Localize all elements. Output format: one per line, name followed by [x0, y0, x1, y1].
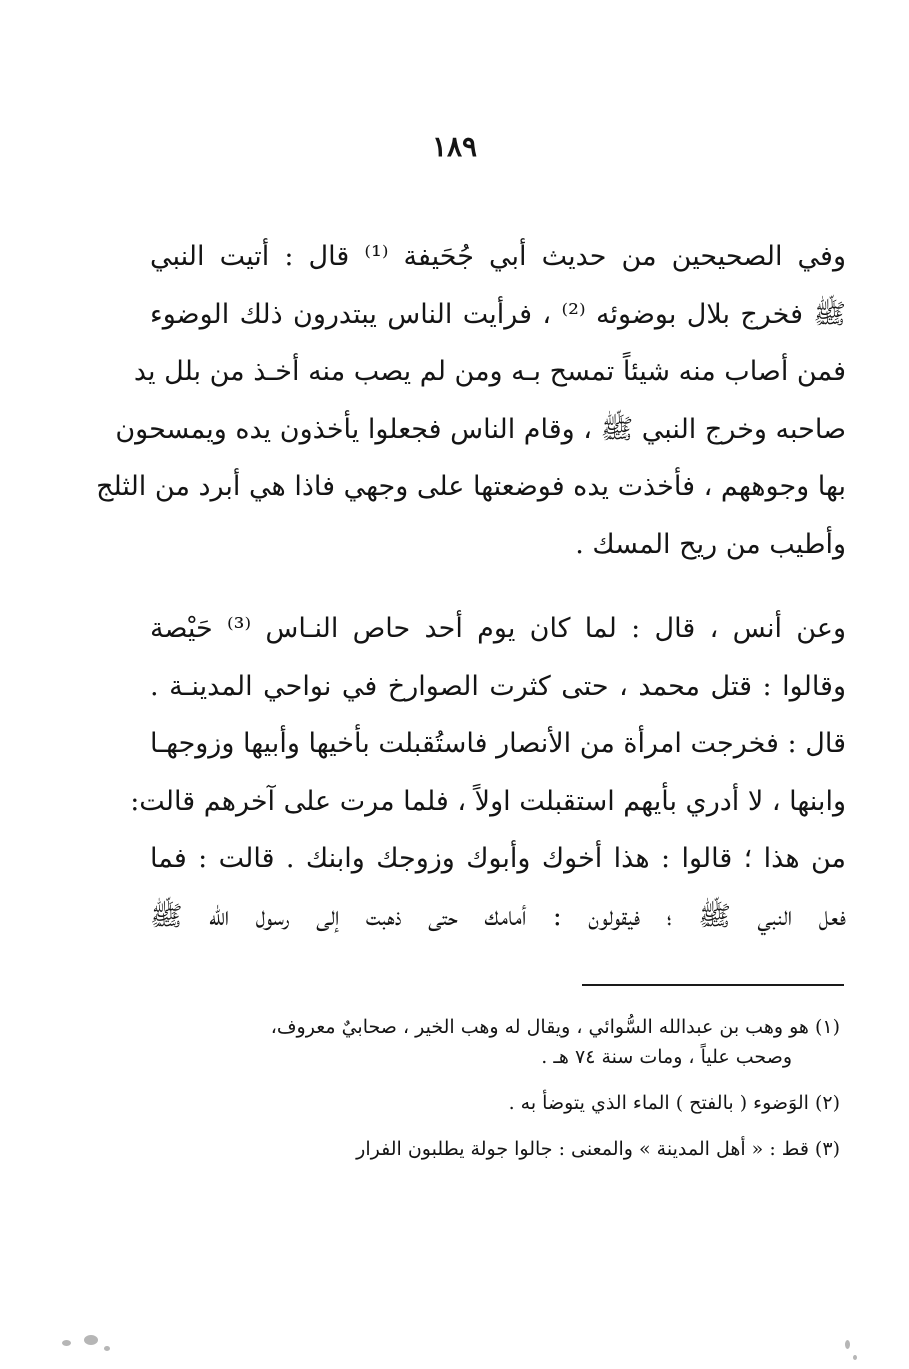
text-line: وفي الصحيحين من حديث أبي جُحَيفة ⁽¹⁾ قال : أتيت النبي — [150, 241, 847, 272]
footnote-line: (٣) قط : « أهل المدينة » والمعنى : جالوا جولة يطلبون الفرار — [356, 1138, 840, 1160]
scan-speck — [104, 1346, 110, 1351]
scan-speck — [853, 1355, 857, 1360]
footnote-line: (٢) الوَضوء ( بالفتح ) الماء الذي يتوضأ به . — [508, 1092, 840, 1114]
footnote-3 — [150, 1134, 840, 1164]
text-line: قال : فخرجت امرأة من الأنصار فاستُقبلت بأخيها وأبيها وزوجهـا — [150, 728, 846, 759]
scan-speck — [84, 1335, 98, 1345]
text-line: فمن أصاب منه شيئاً تمسح بـه ومن لم يصب منه أخـذ من بلل يد — [133, 356, 846, 387]
text-line: من هذا ؛ قالوا : هذا أخوك وأبوك وزوجك وابنك . قالت : فما — [150, 843, 846, 874]
scan-speck — [845, 1340, 850, 1349]
paragraph-1 — [96, 228, 847, 573]
text-line: صاحبه وخرج النبي ﷺ ، وقام الناس فجعلوا يأخذون يده ويمسحون — [115, 413, 846, 445]
scan-speck — [62, 1340, 71, 1346]
text-line: وقالوا : قتل محمد ، حتى كثرت الصوارخ في نواحي المدينـة . — [150, 670, 846, 702]
text-line: وأطيب من ريح المسك . — [575, 528, 846, 560]
footnotes — [150, 1012, 840, 1180]
footnote-2 — [150, 1088, 840, 1118]
footnote-line: وصحب علياً ، ومات سنة ٧٤ هـ . — [541, 1046, 792, 1068]
text-line: فعل النبي ﷺ ؛ فيقولون : أمامك حتى ذهبت إلى رسول الله ﷺ — [150, 900, 846, 932]
page-number: ١٨٩ — [431, 130, 478, 163]
text-line: وعن أنس ، قال : لما كان يوم أحد حاص النـاس ⁽³⁾ حَيْصة — [150, 613, 846, 644]
text-line: ﷺ فخرج بلال بوضوئه ⁽²⁾ ، فرأيت الناس يبتدرون ذلك الوضوء — [150, 298, 847, 330]
footnote-separator — [582, 984, 844, 986]
text-line: وابنها ، لا أدري بأيهم استقبلت اولاً ، فلما مرت على آخرهم قالت: — [130, 785, 846, 817]
text-line: بها وجوههم ، فأخذت يده فوضعتها على وجهي فاذا هي أبرد من الثلج — [96, 471, 846, 502]
footnote-1 — [150, 1012, 840, 1072]
paragraph-2 — [130, 600, 846, 945]
footnote-line: (١) هو وهب بن عبدالله السُّوائي ، ويقال له وهب الخير ، صحابيٌ معروف، — [270, 1016, 840, 1038]
